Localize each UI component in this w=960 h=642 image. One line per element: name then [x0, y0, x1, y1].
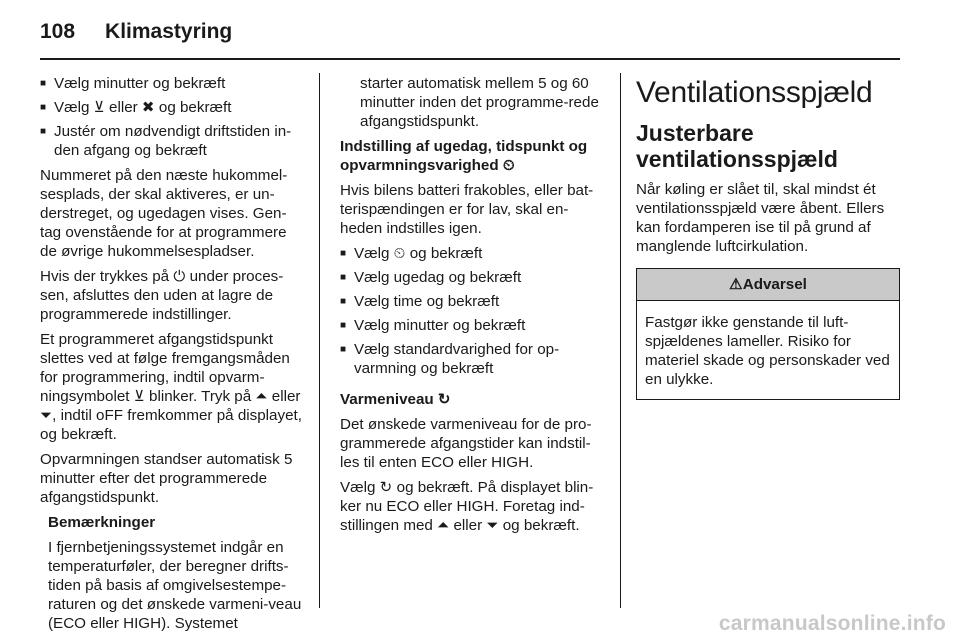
column-2	[340, 74, 606, 541]
warning-title: ⚠Advarsel	[637, 269, 899, 301]
page-header	[40, 20, 232, 50]
paragraph: Når køling er slået til, skal mindst ét ventilationsspjæld være åbent. Ellers kan fordamperen ise til på grund af manglende luftcirkulation.	[636, 181, 885, 255]
paragraph: Vælg ↻ og bekræft. På displayet blin-ker nu ECO eller HIGH. Foretag ind-stillingen med ⏶ eller ⏷ og bekræft.	[340, 479, 594, 534]
paragraph: starter automatisk mellem 5 og 60 minutter inden det programme-rede afgangstidspunkt.	[360, 75, 599, 130]
bullet-list	[40, 74, 306, 160]
paragraph: Nummeret på den næste hukommel-sesplads, der skal aktiveres, er un-derstreget, og ugedagen vises. Gen-tag ovenstående for at programmere de øvrige hukommelsespladser.	[40, 167, 288, 260]
watermark: carmanualsonline.info	[718, 612, 946, 635]
paragraph: Opvarmningen standser automatisk 5 minutter efter det programmerede afgangstidspunkt.	[40, 451, 293, 506]
paragraph: Hvis bilens batteri frakobles, eller bat-terispændingen er for lav, skal en-heden indstilles igen.	[340, 182, 594, 237]
paragraph: Det ønskede varmeniveau for de pro-grammerede afgangstider kan indstil-les til enten ECO eller HIGH.	[340, 416, 592, 471]
list-item: ■ Vælg ugedag og bekræft	[340, 269, 522, 286]
list-item: ■ Vælg minutter og bekræft	[340, 317, 526, 334]
bullet-icon: ■	[340, 320, 347, 331]
paragraph: Et programmeret afgangstidspunkt slettes ved at følge fremgangsmåden for programmering, indtil opvarm-ningsymbolet ⊻ blinker. Tryk på ⏶ eller ⏷, indtil oFF fremkommer på displayet, og bekræft.	[40, 331, 302, 443]
column-divider-2	[620, 73, 621, 608]
subheading: Indstilling af ugedag, tidspunkt og opvarmningsvarighed ⏲	[340, 138, 588, 174]
bullet-icon: ■	[40, 78, 47, 89]
list-item: ■ Vælg minutter og bekræft	[40, 75, 226, 92]
section-title: Ventilationsspjæld	[636, 76, 873, 109]
list-item: ■ Justér om nødvendigt driftstiden in-den afgang og bekræft	[40, 123, 292, 159]
header-rule	[40, 58, 900, 60]
chapter-title: Klimastyring	[105, 20, 233, 43]
column-divider-1	[319, 73, 320, 608]
list-item: ■ Vælg time og bekræft	[340, 293, 500, 310]
note-title: Bemærkninger	[48, 514, 156, 531]
bullet-icon: ■	[340, 248, 347, 259]
bullet-icon: ■	[40, 126, 47, 137]
section-subtitle: Justerbare ventilationsspjæld	[636, 120, 838, 172]
list-item: ■ Vælg standardvarighed for op-varmning og bekræft	[340, 341, 560, 377]
paragraph: Hvis der trykkes på ⏻ under proces-sen, afsluttes den uden at lagre de programmerede indstillinger.	[40, 268, 284, 323]
note-text: I fjernbetjeningssystemet indgår en temperaturføler, der beregner drifts-tiden på basis af omgivelsestempe-raturen og det ønskede varmeni-veau (ECO eller HIGH). Systemet	[48, 539, 302, 632]
note-block	[40, 513, 306, 633]
column-1	[40, 74, 306, 639]
bullet-list	[340, 244, 606, 378]
bullet-icon: ■	[40, 102, 47, 113]
page-number: 108	[40, 20, 76, 43]
warning-box	[636, 268, 900, 400]
warning-text: Fastgør ikke genstande til luft-spjældenes lameller. Risiko for materiel skade og personskader ved en ulykke.	[645, 314, 890, 388]
bullet-icon: ■	[340, 272, 347, 283]
bullet-icon: ■	[340, 344, 347, 355]
list-item: ■ Vælg ⏲ og bekræft	[340, 245, 483, 262]
subheading: Varmeniveau ↻	[340, 391, 451, 408]
list-item: ■ Vælg ⊻ eller ✖ og bekræft	[40, 99, 232, 116]
column-3	[636, 76, 900, 400]
bullet-icon: ■	[340, 296, 347, 307]
